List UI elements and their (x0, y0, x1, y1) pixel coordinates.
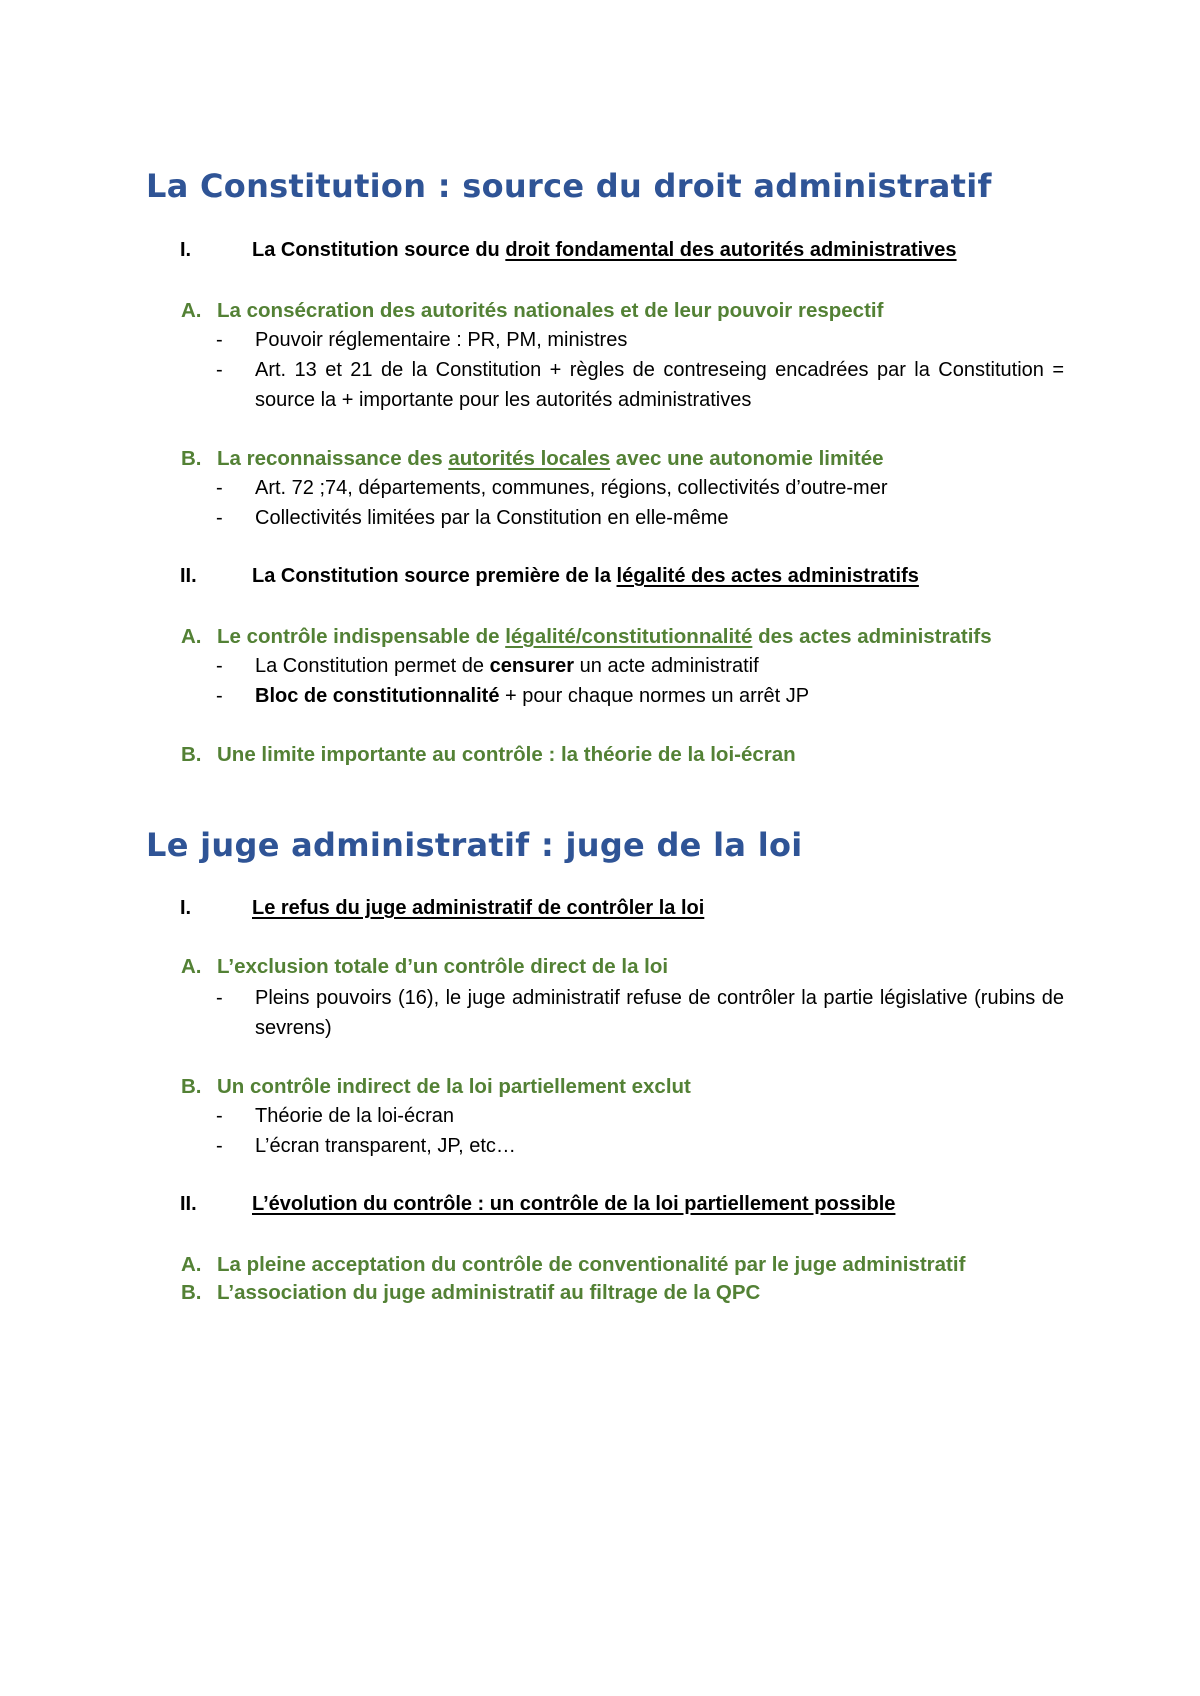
bullet-text-start: La Constitution permet de (255, 655, 490, 677)
bullet-text: Pleins pouvoirs (16), le juge administratif refuse de contrôler la partie législative (rubins de sevrens) (255, 987, 1064, 1039)
subpart-heading-text: L’exclusion totale d’un contrôle direct de la loi (217, 955, 669, 978)
subpart-letter: A. (181, 299, 202, 322)
bullet-text: Art. 72 ;74, départements, communes, régions, collectivités d’outre-mer (255, 477, 888, 499)
subpart-heading (181, 1281, 760, 1305)
bullet-text-end: + pour chaque normes un arrêt JP (499, 685, 810, 707)
part-heading (180, 565, 919, 588)
bullet-dash: - (216, 477, 223, 499)
bullet-item (218, 681, 1064, 711)
bullet-item (218, 1131, 1064, 1161)
subpart-heading (181, 1253, 965, 1277)
bullet-text: Art. 13 et 21 de la Constitution + règles de contreseing encadrées par la Constitution = source la + importante pour les autorités administratives (255, 359, 1064, 411)
bullet-text: Théorie de la loi-écran (255, 1105, 454, 1127)
part-heading-underlined: Le refus du juge administratif de contrôler la loi (252, 897, 705, 919)
subpart-letter: B. (181, 743, 202, 766)
part-number: I. (180, 239, 192, 261)
subpart-heading (181, 447, 884, 471)
subpart-heading (181, 743, 796, 767)
part-heading-underlined: L’évolution du contrôle : un contrôle de la loi partiellement possible (252, 1193, 896, 1215)
subpart-heading-text: L’association du juge administratif au filtrage de la QPC (217, 1281, 761, 1304)
subpart-heading (181, 625, 992, 649)
subpart-letter: A. (181, 625, 202, 648)
bullet-item (218, 355, 1064, 415)
bullet-text-bold: Bloc de constitutionnalité (255, 685, 500, 707)
bullet-text: L’écran transparent, JP, etc… (255, 1135, 516, 1157)
part-heading-underlined: droit fondamental des autorités administratives (505, 239, 957, 261)
bullet-dash: - (216, 655, 223, 677)
bullet-text: Pouvoir réglementaire : PR, PM, ministres (255, 329, 628, 351)
part-heading-text: La Constitution source première de la (252, 565, 617, 587)
subpart-letter: B. (181, 1075, 202, 1098)
bullet-item (218, 651, 1064, 681)
subpart-heading-text: La pleine acceptation du contrôle de conventionalité par le juge administratif (217, 1253, 966, 1276)
bullet-text-bold: censurer (489, 655, 575, 677)
subpart-heading-text: La reconnaissance des (217, 447, 449, 470)
part-heading-text: La Constitution source du (252, 239, 506, 261)
part-number: II. (180, 1193, 197, 1215)
bullet-dash: - (216, 987, 223, 1009)
subpart-heading-text-end: avec une autonomie limitée (610, 447, 884, 470)
bullet-dash: - (216, 1135, 223, 1157)
bullet-item (218, 1101, 1064, 1131)
bullet-item (218, 473, 1064, 503)
part-heading-underlined: légalité des actes administratifs (616, 565, 919, 587)
subpart-heading-text: La consécration des autorités nationales et de leur pouvoir respectif (217, 299, 884, 322)
subpart-heading-underlined: autorités locales (448, 447, 611, 470)
bullet-dash: - (216, 507, 223, 529)
subpart-heading (181, 955, 668, 979)
bullet-dash: - (216, 1105, 223, 1127)
bullet-dash: - (216, 329, 223, 351)
bullet-item (218, 503, 1064, 533)
subpart-heading (181, 299, 883, 323)
subpart-letter: B. (181, 1281, 202, 1304)
bullet-item (218, 325, 1064, 355)
subpart-letter: A. (181, 1253, 202, 1276)
part-number: II. (180, 565, 197, 587)
bullet-text (255, 651, 1064, 681)
section-title-juge: Le juge administratif : juge de la loi (146, 826, 803, 864)
bullet-text-end: un acte administratif (574, 655, 759, 677)
subpart-heading-text: Le contrôle indispensable de (217, 625, 506, 648)
part-heading (180, 239, 957, 262)
subpart-letter: A. (181, 955, 202, 978)
subpart-heading (181, 1075, 691, 1099)
bullet-text: Collectivités limitées par la Constitution en elle-même (255, 507, 729, 529)
subpart-heading-text: Un contrôle indirect de la loi partiellement exclut (217, 1075, 691, 1098)
subpart-letter: B. (181, 447, 202, 470)
part-number: I. (180, 897, 192, 919)
subpart-heading-text: Une limite importante au contrôle : la théorie de la loi-écran (217, 743, 796, 766)
part-heading (180, 1193, 895, 1216)
bullet-dash: - (216, 685, 223, 707)
section-title-constitution: La Constitution : source du droit administratif (146, 167, 992, 205)
bullet-text (255, 681, 1064, 711)
part-heading (180, 897, 704, 920)
bullet-item (218, 983, 1064, 1043)
bullet-dash: - (216, 359, 223, 381)
subpart-heading-underlined: légalité/constitutionnalité (505, 625, 753, 648)
subpart-heading-text-end: des actes administratifs (752, 625, 992, 648)
